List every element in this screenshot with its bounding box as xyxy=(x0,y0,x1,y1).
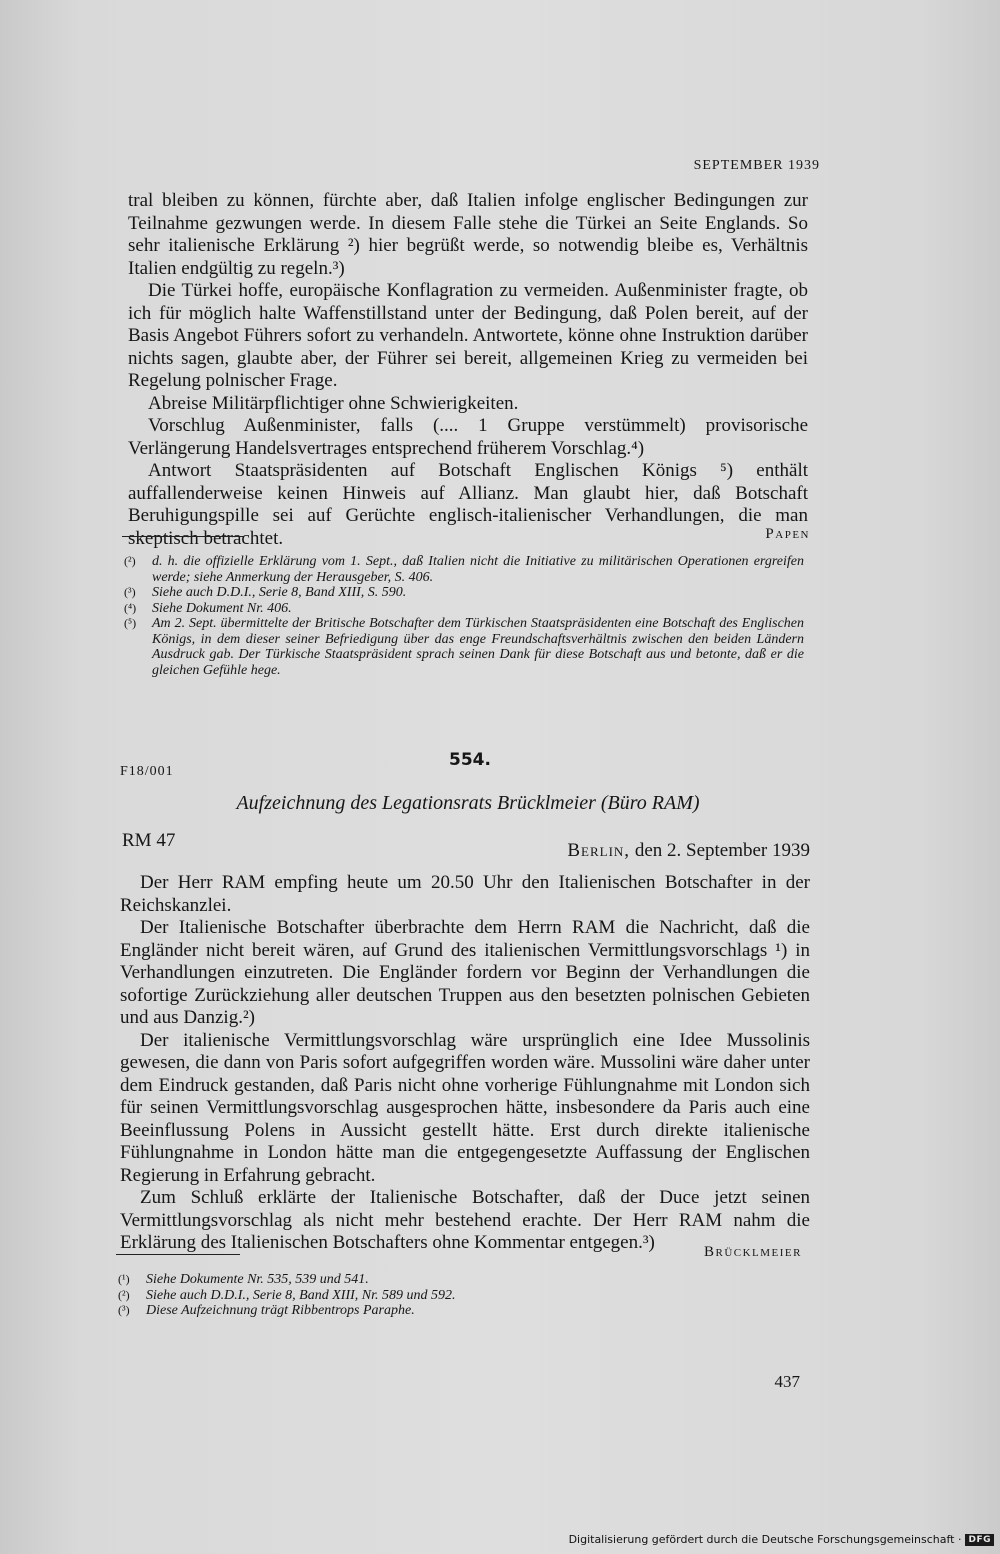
footnote-divider xyxy=(116,1254,240,1255)
telegram-continuation xyxy=(128,190,808,550)
paragraph: Antwort Staatspräsidenten auf Botschaft Englischen Königs ⁵) enthält auffallenderweise keinen Hinweis auf Allianz. Man glaubt hier, daß Botschaft Beruhigungspille sei auf Gerüchte englisch-italienischer Verhandlungen, die man skeptisch betrachtet. xyxy=(128,460,808,549)
footnote xyxy=(124,585,804,601)
footnote-text: Diese Aufzeichnung trägt Ribbentrops Paraphe. xyxy=(146,1303,415,1318)
document-number: 554. xyxy=(449,750,491,770)
footnotes-section1 xyxy=(124,554,804,678)
footnote-number: (¹) xyxy=(118,1272,130,1286)
footnote-number: (⁴) xyxy=(124,600,137,615)
rm-reference: RM 47 xyxy=(122,830,176,851)
footnote xyxy=(124,601,804,617)
document-body xyxy=(120,872,810,1255)
footnote-text: Siehe auch D.D.I., Serie 8, Band XIII, S. 590. xyxy=(152,585,407,600)
film-reference: F18/001 xyxy=(120,764,174,779)
page-number: 437 xyxy=(774,1372,800,1391)
running-head: SEPTEMBER 1939 xyxy=(693,158,820,173)
document-title: Aufzeichnung des Legationsrats Brücklmeier (Büro RAM) xyxy=(236,792,700,814)
paragraph: Vorschlug Außenminister, falls (.... 1 Gruppe verstümmelt) provisorische Verlängerung Handelsvertrages entsprechend früherem Vorschlag.⁴) xyxy=(128,415,808,459)
dateline-date: den 2. September 1939 xyxy=(630,840,810,861)
footnote xyxy=(118,1303,798,1319)
footnote xyxy=(118,1272,798,1288)
footnote-number: (⁵) xyxy=(124,616,137,630)
footnote-divider xyxy=(122,536,244,537)
paragraph: Abreise Militärpflichtiger ohne Schwierigkeiten. xyxy=(148,392,519,414)
footnote-number: (³) xyxy=(118,1303,130,1317)
footnote xyxy=(118,1288,798,1304)
paragraph: Der Italienische Botschafter überbrachte dem Herrn RAM die Nachricht, daß die Engländer nicht bereit wären, auf Grund des italienischen Vermittlungsvorschlags ¹) in Verhandlungen einzutreten. Die Engländer fordern vor Beginn der Verhandlungen die sofortige Zurückziehung aller deutschen Truppen aus den besetzten polnischen Gebieten und aus Danzig.²) xyxy=(120,917,810,1028)
footnote-number: (³) xyxy=(124,585,136,599)
footnote-text: Siehe Dokumente Nr. 535, 539 und 541. xyxy=(146,1272,369,1287)
signature-bruecklmeier: Brücklmeier xyxy=(703,1244,802,1260)
footnote-text: Siehe Dokument Nr. 406. xyxy=(152,600,292,616)
credit-text: Digitalisierung gefördert durch die Deutsche Forschungsgemeinschaft · xyxy=(568,1533,962,1546)
footnotes-document xyxy=(118,1272,798,1319)
footnote-text: Am 2. Sept. übermittelte der Britische Botschafter dem Türkischen Staatspräsidenten eine Botschaft des Englischen Königs, in dem dieser seiner Befriedigung über das enge Freundschaftsverhältnis zwischen den beiden Ländern Ausdruck gab. Der Türkische Staatspräsident sprach seinen Dank für diese Botschaft aus und betonte, daß er die gleichen Gefühle hege. xyxy=(152,616,804,678)
footnote xyxy=(124,616,804,678)
digitization-credit xyxy=(569,1533,994,1546)
dateline-place: Berlin, xyxy=(567,840,631,861)
paragraph: Zum Schluß erklärte der Italienische Botschafter, daß der Duce jetzt seinen Vermittlungsvorschlag als nicht mehr bestehend erachte. Der Herr RAM nahm die Erklärung des Italienischen Botschafters ohne Kommentar entgegen.³) xyxy=(120,1187,810,1253)
footnote-text: d. h. die offizielle Erklärung vom 1. Sept., daß Italien nicht die Initiative zu militärischen Operationen ergreifen werde; siehe Anmerkung der Herausgeber, S. 406. xyxy=(152,554,804,585)
signature-papen: Papen xyxy=(765,526,810,542)
paragraph: Der italienische Vermittlungsvorschlag wäre ursprünglich eine Idee Mussolinis gewesen, die dann von Paris sofort aufgegriffen worden wäre. Mussolini wäre daher unter dem Eindruck gestanden, daß Paris nicht ohne vorherige Fühlungnahme mit London sich für seinen Vermittlungsvorschlag ausgesprochen hätte, insbesondere da Paris auch eine Beeinflussung Polens in Aussicht gestellt hätte. Erst durch direkte italienische Fühlungnahme in London hätte man die entgegengesetzte Auffassung der Englischen Regierung in Erfahrung gebracht. xyxy=(120,1029,810,1186)
footnote-text: Siehe auch D.D.I., Serie 8, Band XIII, Nr. 589 und 592. xyxy=(146,1287,456,1303)
footnote-number: (²) xyxy=(118,1287,130,1302)
footnote-number: (²) xyxy=(124,554,136,568)
dateline xyxy=(500,840,810,862)
paragraph: Der Herr RAM empfing heute um 20.50 Uhr den Italienischen Botschafter in der Reichskanzlei. xyxy=(120,872,810,916)
paragraph: Die Türkei hoffe, europäische Konflagration zu vermeiden. Außenminister fragte, ob ich für möglich halte Waffenstillstand unter der Bedingung, daß Polen bereit, auf der Basis Angebot Führers sofort zu verhandeln. Antwortete, könne ohne Instruktion darüber nichts sagen, glaubte aber, der Führer sei bereit, allgemeinen Krieg zu vermeiden bei Regelung polnischer Frage. xyxy=(128,280,808,391)
footnote xyxy=(124,554,804,585)
paragraph: tral bleiben zu können, fürchte aber, daß Italien infolge englischer Bedingungen zur Teilnahme gezwungen werde. In diesem Falle stehe die Türkei an Seite Englands. So sehr italienische Erklärung ²) hier begrüßt werde, so notwendig bleibe es, Verhältnis Italien endgültig zu regeln.³) xyxy=(128,190,808,279)
dfg-logo-icon: DFG xyxy=(965,1534,994,1546)
